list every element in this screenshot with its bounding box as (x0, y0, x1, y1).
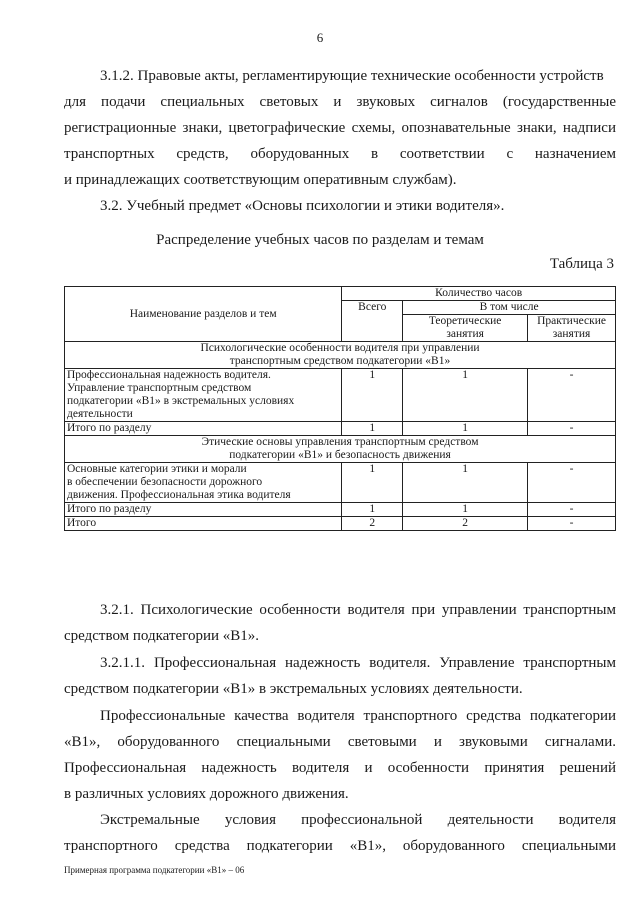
row-name: Основные категории этики и морали в обеспечении безопасности дорожного движения. Профессиональная этика водителя (65, 463, 342, 503)
subtotal-practice: - (528, 422, 616, 436)
header-hours: Количество часов (342, 287, 616, 301)
total-label: Итого (65, 517, 342, 531)
header-name: Наименование разделов и тем (65, 287, 342, 342)
para-3-1-2-line-3: регистрационные знаки, цветографические схемы, опознавательные знаки, надписи (64, 120, 616, 136)
subtotal-row (65, 422, 616, 436)
header-including: В том числе (403, 301, 616, 315)
para-prof-line-4: в различных условиях дорожного движения. (64, 786, 349, 802)
subtotal-row (65, 503, 616, 517)
subtotal-total: 1 (342, 422, 403, 436)
row-name: Профессиональная надежность водителя. Управление транспортным средством подкатегории «В1» в экстремальных условиях деятельности (65, 369, 342, 422)
section-row-1 (65, 342, 616, 369)
total-theory: 2 (403, 517, 528, 531)
row-practice: - (528, 463, 616, 503)
section-row-2 (65, 436, 616, 463)
para-3-2-1-1-line-2: средством подкатегории «В1» в экстремальных условиях деятельности. (64, 681, 523, 697)
para-3-1-2-line-1: 3.1.2. Правовые акты, регламентирующие технические особенности устройств (100, 68, 604, 84)
para-prof-line-3: Профессиональная надежность водителя и особенности принятия решений (64, 760, 616, 776)
subtotal-theory: 1 (403, 422, 528, 436)
table-label: Таблица 3 (549, 256, 614, 272)
row-theory: 1 (403, 369, 528, 422)
footer: Примерная программа подкатегории «В1» – 06 (64, 865, 245, 875)
row-total: 1 (342, 463, 403, 503)
para-3-1-2-line-5: и принадлежащих соответствующим оперативным службам). (64, 172, 457, 188)
hours-distribution-table (64, 286, 616, 531)
header-total: Всего (342, 301, 403, 342)
para-extreme-line-1: Экстремальные условия профессиональной деятельности водителя (100, 812, 616, 828)
page-number: 6 (316, 30, 324, 45)
subtotal-theory: 1 (403, 503, 528, 517)
para-prof-line-2: «В1», оборудованного специальными световыми и звуковыми сигналами. (64, 734, 616, 750)
para-3-2: 3.2. Учебный предмет «Основы психологии и этики водителя». (100, 198, 505, 214)
subtotal-practice: - (528, 503, 616, 517)
para-extreme-line-2: транспортного средства подкатегории «В1», оборудованного специальными (64, 838, 616, 854)
row-theory: 1 (403, 463, 528, 503)
total-total: 2 (342, 517, 403, 531)
total-row (65, 517, 616, 531)
subtotal-label: Итого по разделу (65, 422, 342, 436)
total-practice: - (528, 517, 616, 531)
para-3-2-1-1-line-1: 3.2.1.1. Профессиональная надежность водителя. Управление транспортным (100, 655, 616, 671)
para-3-2-1-line-2: средством подкатегории «В1». (64, 628, 260, 644)
section-title-1: Психологические особенности водителя при управлении транспортным средством подкатегории «В1» (65, 342, 616, 369)
subtotal-total: 1 (342, 503, 403, 517)
table-header-row-1 (65, 287, 616, 301)
row-total: 1 (342, 369, 403, 422)
para-3-1-2-line-4: транспортных средств, оборудованных в соответствии с назначением (64, 146, 616, 162)
table-row (65, 463, 616, 503)
para-3-1-2-line-2: для подачи специальных световых и звуковых сигналов (государственные (64, 94, 616, 110)
header-theory: Теоретические занятия (403, 315, 528, 342)
row-practice: - (528, 369, 616, 422)
table-row (65, 369, 616, 422)
table-caption: Распределение учебных часов по разделам и темам (156, 232, 484, 248)
para-3-2-1-line-1: 3.2.1. Психологические особенности водителя при управлении транспортным (100, 602, 616, 618)
subtotal-label: Итого по разделу (65, 503, 342, 517)
para-prof-line-1: Профессиональные качества водителя транспортного средства подкатегории (100, 708, 616, 724)
section-title-2: Этические основы управления транспортным средством подкатегории «В1» и безопасность движения (65, 436, 616, 463)
header-practice: Практические занятия (528, 315, 616, 342)
